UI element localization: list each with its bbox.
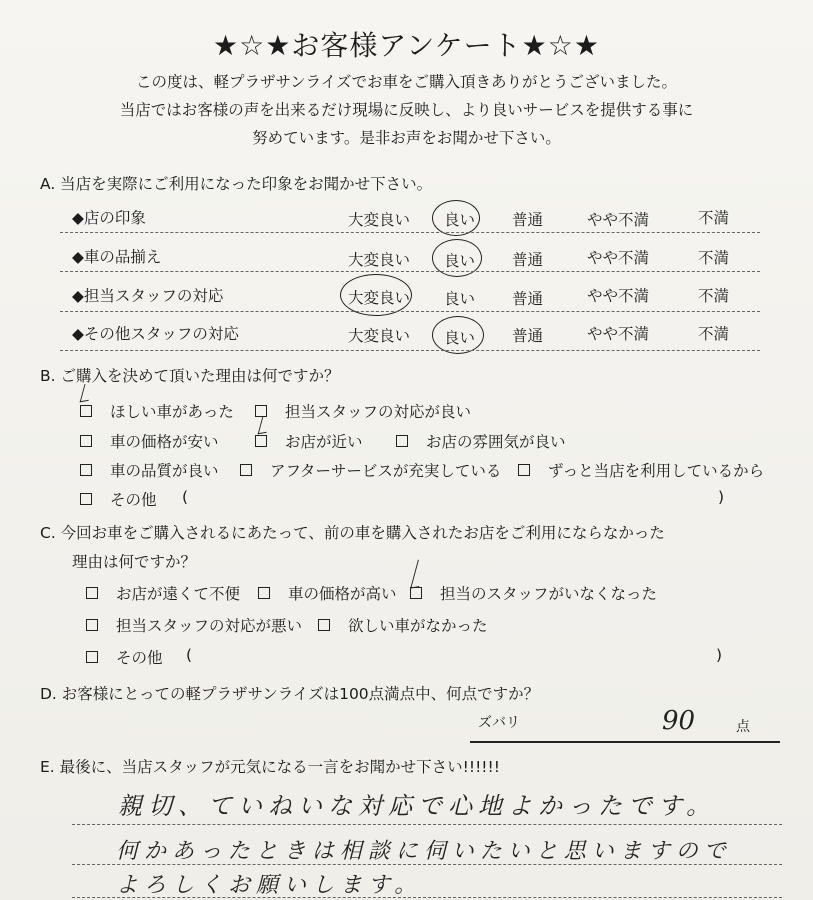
row-label-vehicle-selection: ◆車の品揃え xyxy=(72,248,162,266)
checkbox-icon[interactable] xyxy=(518,464,530,476)
section-e-heading: E. 最後に、当店スタッフが元気になる一言をお聞かせ下さい!!!!!! xyxy=(40,758,500,776)
intro-line-2: 当店ではお客様の声を出来るだけ現場に反映し、より良いサービスを提供する事に xyxy=(119,101,694,119)
rating-good[interactable]: 良い xyxy=(444,329,476,347)
checkbox-option[interactable] xyxy=(255,400,471,422)
checkbox-icon[interactable] xyxy=(240,464,252,476)
checkbox-label: ほしい車があった xyxy=(110,403,234,421)
checkbox-icon[interactable] xyxy=(258,587,270,599)
checkbox-icon[interactable] xyxy=(80,493,92,505)
checkbox-option[interactable] xyxy=(518,459,764,481)
rating-somewhat-dissatisfied[interactable]: やや不満 xyxy=(587,325,650,343)
checkbox-label: お店の雰囲気が良い xyxy=(426,433,566,451)
rating-very-good[interactable]: 大変良い xyxy=(348,251,411,269)
checkbox-icon[interactable] xyxy=(80,464,92,476)
checkbox-icon[interactable] xyxy=(86,587,98,599)
section-c-heading-line2: 理由は何ですか？ xyxy=(72,553,197,571)
checkbox-icon[interactable] xyxy=(255,435,267,447)
rating-normal[interactable]: 普通 xyxy=(512,211,544,229)
rating-normal[interactable]: 普通 xyxy=(512,290,544,308)
comment-line-2[interactable]: 何かあったときは相談に伺いたいと思いますので xyxy=(116,839,732,864)
checkbox-label: その他 xyxy=(116,649,163,667)
checkbox-label: 担当スタッフの対応が悪い xyxy=(116,617,303,635)
section-c-heading: C. 今回お車をご購入されるにあたって、前の車を購入されたお店をご利用にならなかった xyxy=(40,524,665,542)
checkbox-option[interactable] xyxy=(80,459,219,481)
comment-rule xyxy=(72,897,782,898)
checkbox-option[interactable] xyxy=(240,459,501,481)
comment-rule xyxy=(72,864,782,865)
row-divider xyxy=(60,350,760,351)
rating-somewhat-dissatisfied[interactable]: やや不満 xyxy=(587,287,650,305)
checkbox-option[interactable] xyxy=(80,488,157,510)
checkbox-label: その他 xyxy=(110,491,157,509)
selection-circle xyxy=(340,274,412,316)
checkbox-label: 車の価格が安い xyxy=(110,433,219,451)
score-underline xyxy=(470,741,780,743)
rating-normal[interactable]: 普通 xyxy=(512,327,544,345)
checkbox-option[interactable] xyxy=(86,582,240,604)
rating-normal[interactable]: 普通 xyxy=(512,251,544,269)
checkbox-label: 欲しい車がなかった xyxy=(348,617,488,635)
checkbox-label: アフターサービスが充実している xyxy=(270,462,502,480)
checkbox-option[interactable] xyxy=(258,582,397,604)
checkbox-icon[interactable] xyxy=(86,619,98,631)
score-prefix: ズバリ xyxy=(478,715,520,731)
comment-line-3[interactable]: よろしくお願いします。 xyxy=(116,873,423,898)
rating-somewhat-dissatisfied[interactable]: やや不満 xyxy=(587,249,650,267)
checkbox-label: 車の品質が良い xyxy=(110,462,219,480)
section-b-heading: B. ご購入を決めて頂いた理由は何ですか？ xyxy=(40,367,340,385)
checkbox-option[interactable] xyxy=(86,646,163,668)
rating-dissatisfied[interactable]: 不満 xyxy=(698,325,730,343)
comment-rule xyxy=(72,824,782,825)
checkbox-option[interactable] xyxy=(86,614,302,636)
score-value[interactable]: 90 xyxy=(662,706,696,736)
rating-good[interactable]: 良い xyxy=(444,252,476,270)
rating-somewhat-dissatisfied[interactable]: やや不満 xyxy=(587,211,650,229)
row-divider xyxy=(60,271,760,272)
rating-good[interactable]: 良い xyxy=(444,290,476,308)
rating-very-good[interactable]: 大変良い xyxy=(348,327,411,345)
checkbox-label: 車の価格が高い xyxy=(288,585,397,603)
checkbox-icon[interactable] xyxy=(80,435,92,447)
selection-circle xyxy=(432,200,480,236)
score-unit: 点 xyxy=(736,719,750,735)
section-a-heading: A. 当店を実際にご利用になった印象をお聞かせ下さい。 xyxy=(40,175,433,193)
checkbox-label: ずっと当店を利用しているから xyxy=(548,462,765,480)
row-divider xyxy=(60,232,760,233)
checkbox-option[interactable] xyxy=(80,430,219,452)
checkbox-option[interactable] xyxy=(80,400,234,422)
row-divider xyxy=(60,311,760,312)
paren-open: ( xyxy=(186,646,193,664)
checkbox-icon[interactable] xyxy=(80,405,92,417)
checkbox-option[interactable] xyxy=(318,614,488,636)
page-title: ★☆★お客様アンケート★☆★ xyxy=(213,29,600,62)
paren-close: ) xyxy=(716,646,723,664)
rating-dissatisfied[interactable]: 不満 xyxy=(698,287,730,305)
selection-circle xyxy=(432,316,484,354)
section-d-heading: D. お客様にとっての軽プラザサンライズは100点満点中、何点ですか？ xyxy=(40,685,540,703)
row-label-other-staff: ◆その他スタッフの対応 xyxy=(72,325,239,343)
comment-line-1[interactable]: 親切、ていねいな対応で心地よかったです。 xyxy=(118,792,717,820)
row-label-staff-response: ◆担当スタッフの対応 xyxy=(72,287,224,305)
intro-line-3: 努めています。是非お声をお聞かせ下さい。 xyxy=(252,129,561,147)
checkbox-label: お店が遠くて不便 xyxy=(116,585,241,603)
rating-dissatisfied[interactable]: 不満 xyxy=(698,209,730,227)
checkbox-option[interactable] xyxy=(410,582,657,604)
rating-good[interactable]: 良い xyxy=(444,211,476,229)
paren-open: ( xyxy=(182,488,189,506)
row-label-store-impression: ◆店の印象 xyxy=(72,209,146,227)
rating-very-good[interactable]: 大変良い xyxy=(348,289,411,307)
rating-dissatisfied[interactable]: 不満 xyxy=(698,249,730,267)
checkbox-label: お店が近い xyxy=(285,433,363,451)
checkbox-icon[interactable] xyxy=(318,619,330,631)
checkbox-icon[interactable] xyxy=(86,651,98,663)
intro-line-1: この度は、軽プラザサンライズでお車をご購入頂きありがとうございました。 xyxy=(135,73,678,91)
checkbox-icon[interactable] xyxy=(396,435,408,447)
checkbox-label: 担当のスタッフがいなくなった xyxy=(440,585,658,603)
checkbox-option[interactable] xyxy=(255,430,363,452)
checkbox-option[interactable] xyxy=(396,430,566,452)
rating-very-good[interactable]: 大変良い xyxy=(348,211,411,229)
paren-close: ) xyxy=(718,488,725,506)
checkbox-label: 担当スタッフの対応が良い xyxy=(285,403,472,421)
